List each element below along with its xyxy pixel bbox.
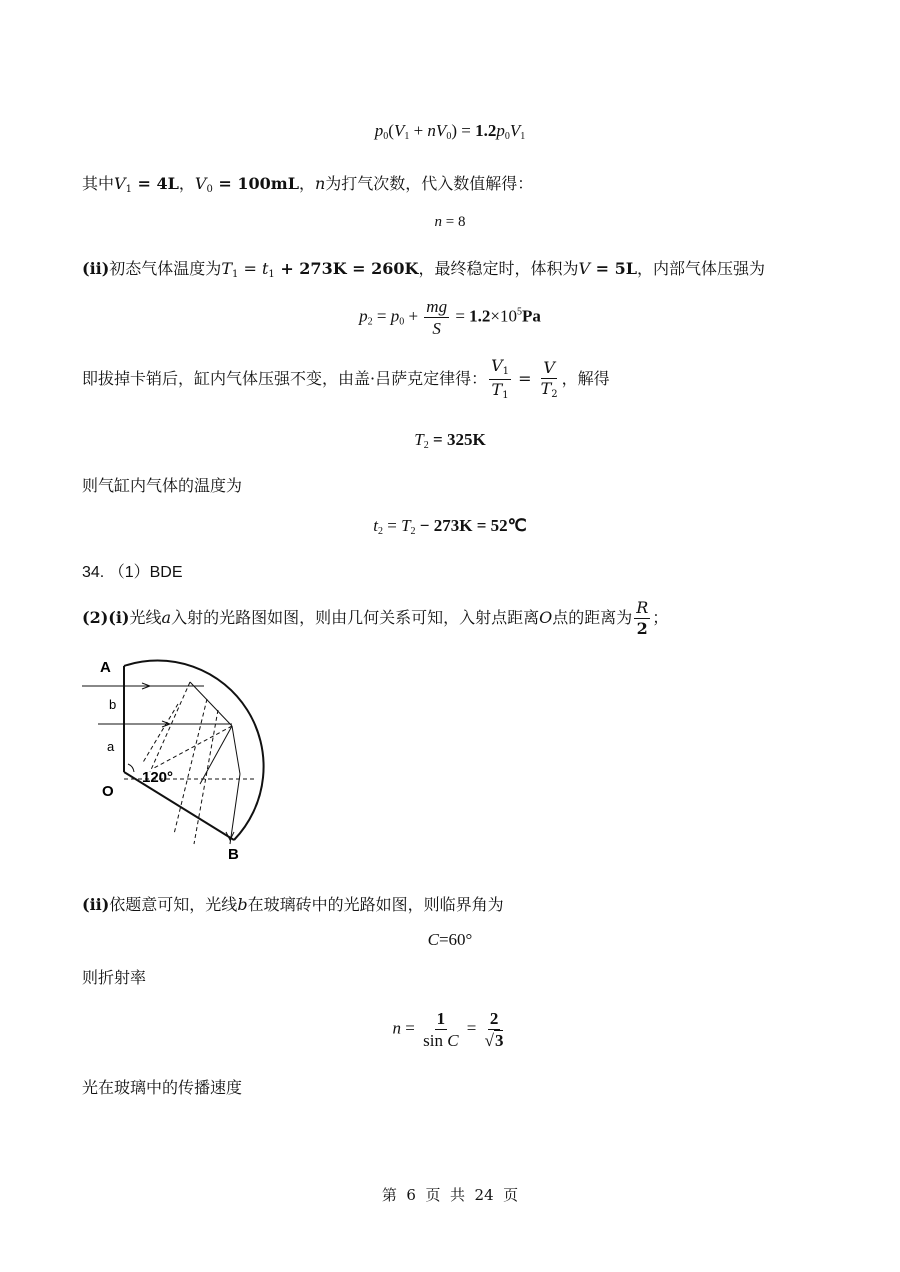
ray-b-reflect-1: [190, 682, 232, 726]
text-line-q34: 34. （1）BDE: [82, 564, 183, 581]
text-line-ray-a: (2)(i)光线a入射的光路图如图，则由几何关系可知，入射点距离O点的距离为 $\frac{R}{2}$ ；: [82, 598, 669, 638]
text-line-refractive: 则折射率: [82, 968, 147, 987]
label-angle: 120°: [142, 769, 174, 786]
text-line-speed: 光在玻璃中的传播速度: [82, 1078, 243, 1097]
equation-boyle: $p_0(V_1 + nV_0) = 1.2p_0V_1$: [374, 121, 526, 142]
dashed-normal-1: [150, 682, 190, 772]
equation-n: n = 8: [434, 214, 466, 230]
label-b-ray: b: [109, 697, 117, 712]
fraction-v1-t1: $\frac{V_1}{T_1}$: [491, 356, 510, 401]
equation-pressure: $p_2 = p_0$ + $\frac{mg}{S}$ = $1.2\times 10^5Pa$: [359, 297, 541, 338]
equation-celsius: $t_2 = T_2 - 273K$ = 52℃: [373, 516, 527, 537]
page-footer: 第 6 页 共 24 页: [381, 1186, 519, 1204]
fraction-v-t2: $\frac{V}{T_2}$: [540, 357, 558, 400]
ray-b-reflect-2: [232, 726, 240, 774]
dashed-line-4: [194, 710, 218, 844]
ray-a-reflect: [200, 726, 232, 784]
label-b-point: B: [228, 846, 239, 863]
label-o-point: O: [102, 783, 114, 800]
fraction-r-over-2: $\frac{R}{2}$: [636, 598, 649, 638]
label-a-ray: a: [107, 739, 115, 754]
equation-critical-angle: C=60°: [427, 930, 473, 949]
fraction-mg-over-s: $\frac{mg}{S}$: [426, 297, 448, 338]
fraction-2-over-sqrt3: $\frac{2}{√3}$: [484, 1009, 504, 1050]
dashed-line-5: [142, 704, 178, 764]
equation-t2: $T_2 = 325K$: [414, 430, 486, 451]
label-a-point: A: [100, 659, 111, 676]
light-path-figure: [82, 654, 282, 864]
text-line-gay-lussac: 即拔掉卡销后，缸内气体压强不变，由盖·吕萨克定律得： $\frac{V_1}{T_1}$ = $\frac{V}{T_2}$ ，解得: [82, 356, 610, 401]
fraction-1-over-sinc: $\frac{1}{\text{sin C}}$: [423, 1009, 459, 1050]
angle-arc: [128, 764, 134, 772]
edge-ob: [124, 772, 234, 840]
equation-refractive-index: n = $\frac{1}{\text{sin C}}$ = $\frac{2}{√3}$: [392, 1009, 504, 1050]
text-line-initial-temp: (ii)初态气体温度为$T_1 = t_1 + 273K = 260K$，最终稳定时，体积为V = 5L，内部气体压强为: [82, 259, 765, 280]
text-line-where: 其中$V_1 = 4L$，$V_0 = 100mL$，n为打气次数，代入数值解得：: [82, 174, 534, 195]
text-line-gas-temp: 则气缸内气体的温度为: [82, 476, 243, 495]
text-line-ray-b: (ii)依题意可知，光线b在玻璃砖中的光路如图，则临界角为: [82, 895, 504, 914]
